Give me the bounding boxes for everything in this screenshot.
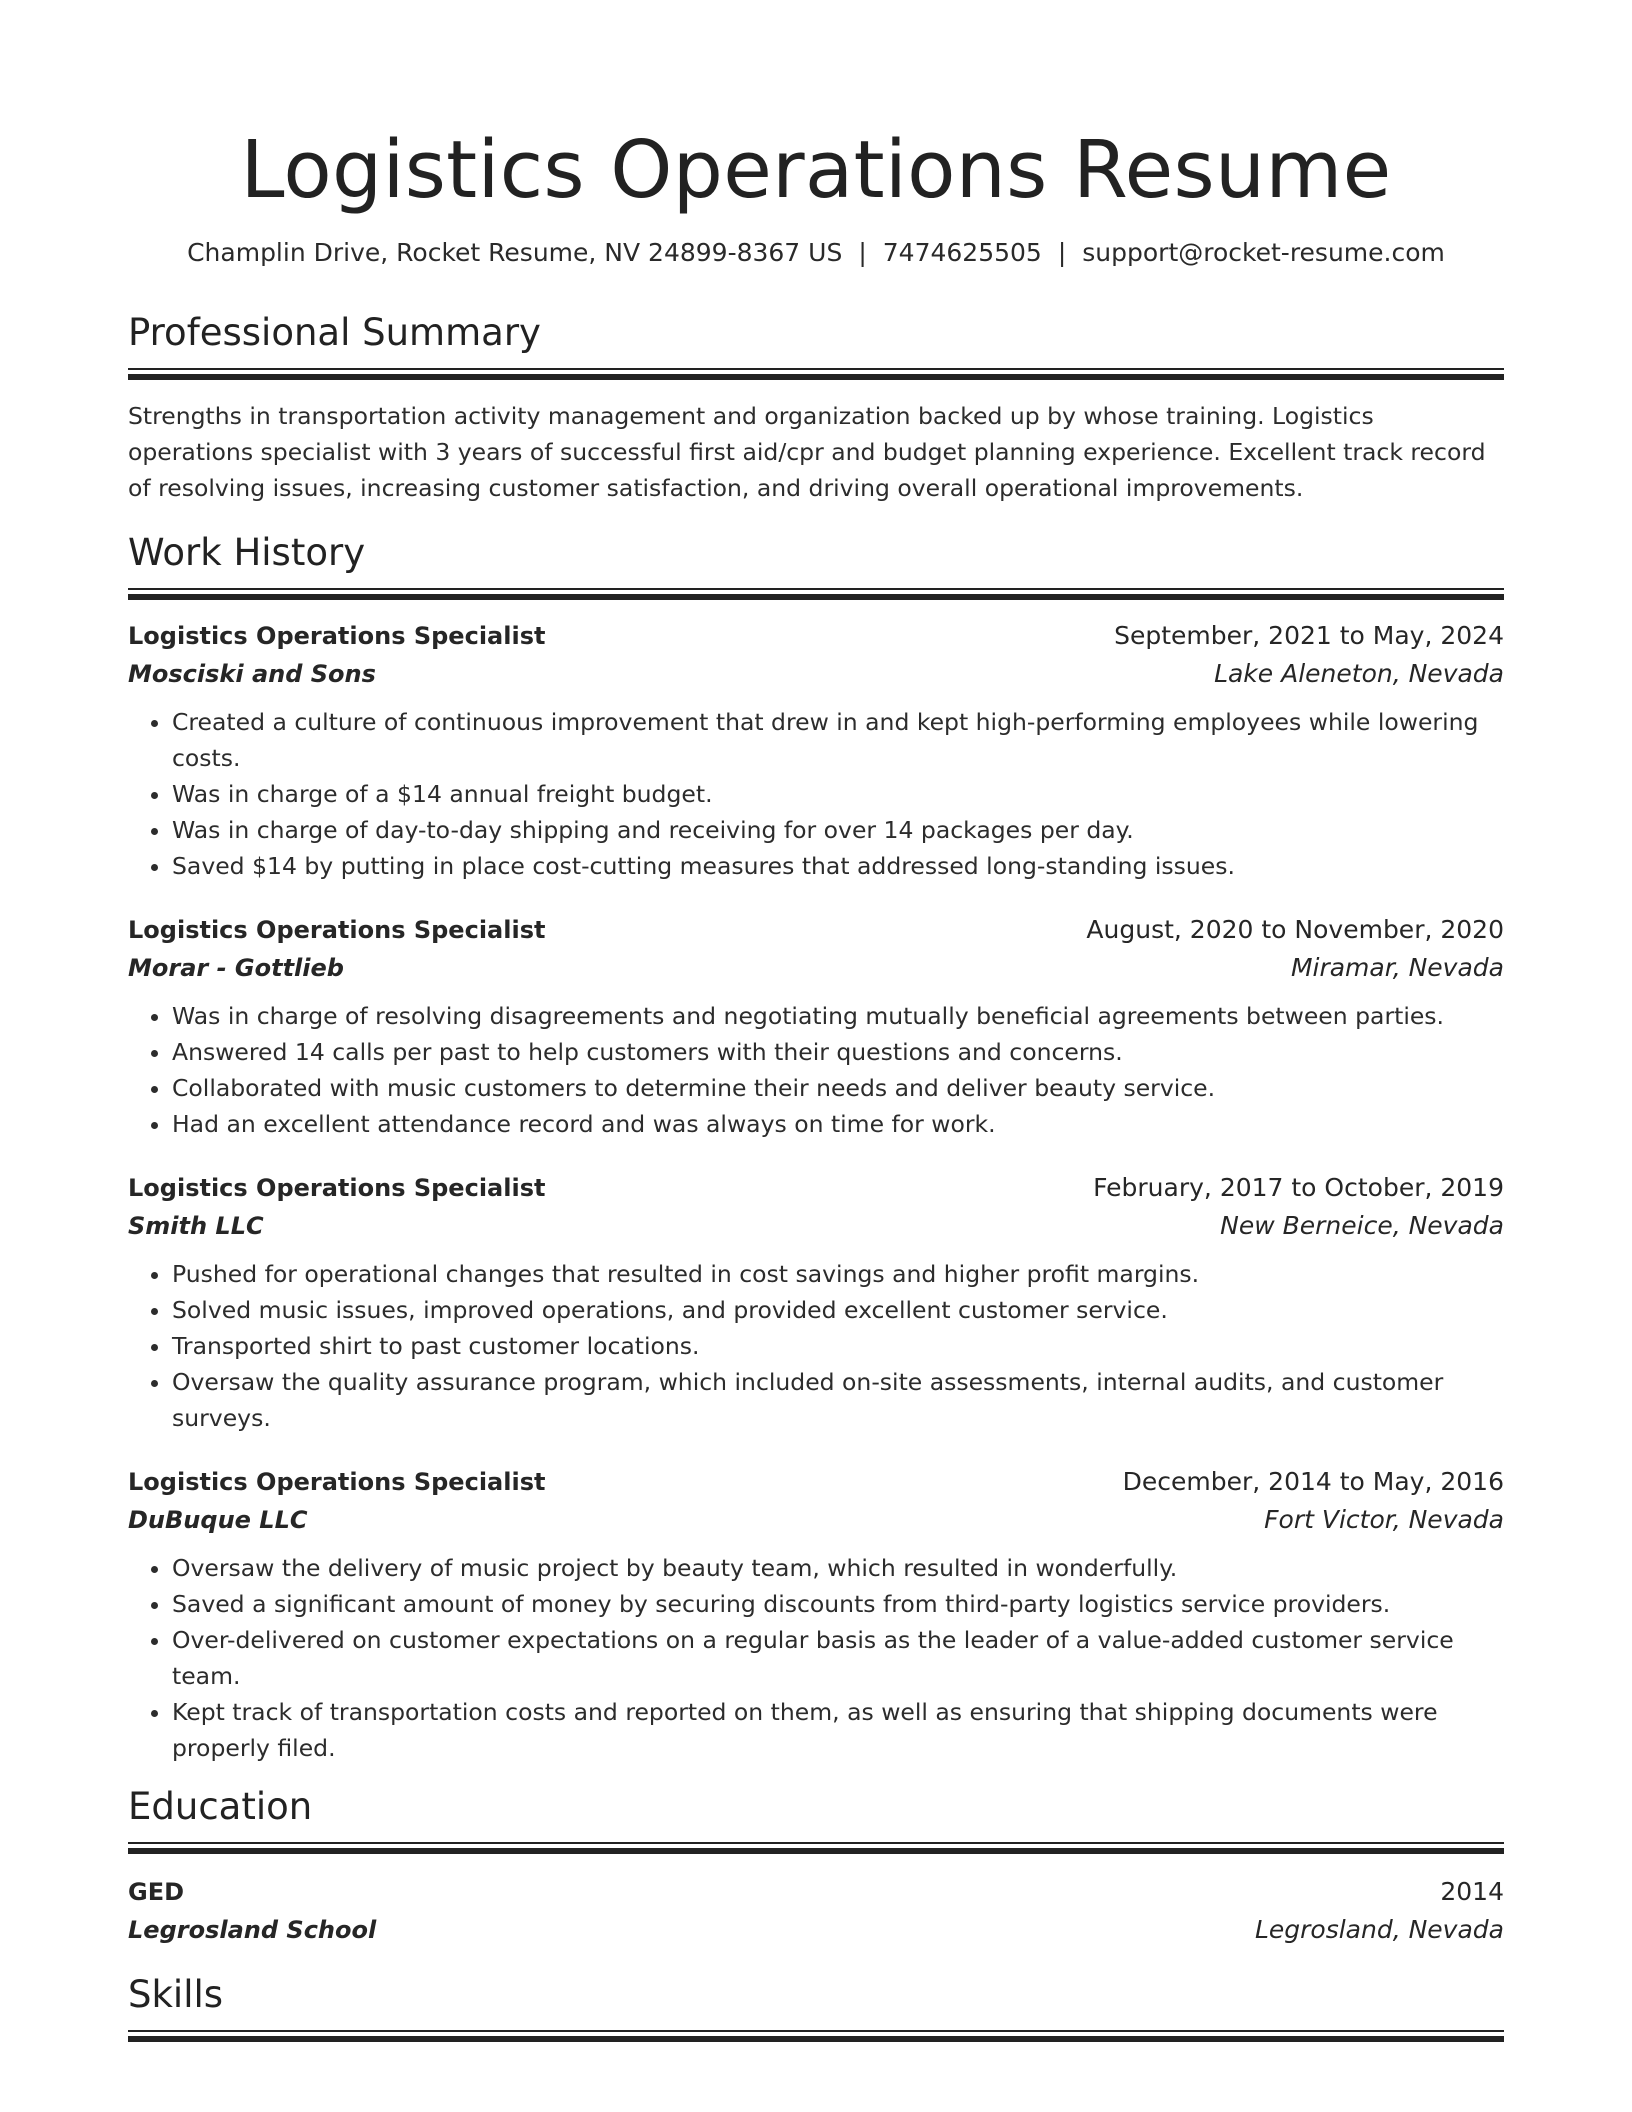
contact-separator: | [858, 238, 867, 267]
job-entry [128, 1464, 1504, 1766]
contact-email: support@rocket-resume.com [1082, 238, 1445, 267]
section-divider [128, 1842, 1504, 1854]
job-title: Logistics Operations Specialist [128, 1174, 546, 1202]
job-bullet: • Transported shirt to past customer locations. [172, 1328, 1504, 1364]
job-dates: December, 2014 to May, 2016 [1122, 1467, 1504, 1496]
job-entry [128, 1170, 1504, 1436]
contact-separator: | [1057, 238, 1067, 267]
section-title-summary: Professional Summary [128, 311, 541, 354]
job-bullet: • Was in charge of resolving disagreements and negotiating mutually beneficial agreements between parties. [172, 998, 1504, 1034]
education-location: Legrosland, Nevada [1254, 1915, 1504, 1944]
job-bullet: • Saved $14 by putting in place cost-cutting measures that addressed long-standing issues. [172, 848, 1504, 884]
job-dates: August, 2020 to November, 2020 [1086, 915, 1504, 944]
job-bullet: • Pushed for operational changes that resulted in cost savings and higher profit margins. [172, 1256, 1504, 1292]
contact-phone: 7474625505 [882, 238, 1042, 267]
job-bullet: • Had an excellent attendance record and was always on time for work. [172, 1106, 1504, 1142]
job-dates: September, 2021 to May, 2024 [1114, 621, 1504, 650]
job-bullet: • Over-delivered on customer expectations on a regular basis as the leader of a value-added customer service team. [172, 1622, 1504, 1694]
section-divider [128, 368, 1504, 380]
job-bullet: • Collaborated with music customers to determine their needs and deliver beauty service. [172, 1070, 1504, 1106]
job-company: Smith LLC [128, 1212, 264, 1240]
section-title-skills: Skills [128, 1973, 224, 2016]
job-company: Mosciski and Sons [128, 660, 376, 688]
skills-section [128, 1972, 1504, 2042]
contact-line [128, 236, 1504, 270]
education-degree: GED [128, 1878, 185, 1906]
job-bullet: • Oversaw the delivery of music project by beauty team, which resulted in wonderfully. [172, 1550, 1504, 1586]
job-company: Morar - Gottlieb [128, 954, 344, 982]
job-bullet: • Saved a significant amount of money by securing discounts from third-party logistics service providers. [172, 1586, 1504, 1622]
education-entry [128, 1874, 1504, 1950]
job-bullets [128, 998, 1504, 1142]
job-bullet: • Oversaw the quality assurance program, which included on-site assessments, internal audits, and customer surveys. [172, 1364, 1504, 1436]
education-section [128, 1784, 1504, 1950]
job-bullet: • Was in charge of day-to-day shipping and receiving for over 14 packages per day. [172, 812, 1504, 848]
work-history-section [128, 530, 1504, 1766]
section-divider [128, 2030, 1504, 2042]
job-location: Miramar, Nevada [1290, 953, 1504, 982]
section-title-work: Work History [128, 531, 366, 574]
job-entry [128, 618, 1504, 884]
job-title: Logistics Operations Specialist [128, 1468, 546, 1496]
job-location: Lake Aleneton, Nevada [1214, 659, 1504, 688]
job-bullets [128, 1256, 1504, 1436]
job-bullet: • Kept track of transportation costs and reported on them, as well as ensuring that shipping documents were properly filed. [172, 1694, 1504, 1766]
job-bullets [128, 1550, 1504, 1766]
section-divider [128, 588, 1504, 600]
education-year: 2014 [1440, 1877, 1504, 1906]
job-title: Logistics Operations Specialist [128, 622, 546, 650]
resume-title: Logistics Operations Resume [240, 124, 1392, 216]
contact-address: Champlin Drive, Rocket Resume, NV 24899-8367 US [187, 238, 843, 267]
job-bullet: • Answered 14 calls per past to help customers with their questions and concerns. [172, 1034, 1504, 1070]
job-entry [128, 912, 1504, 1142]
education-school: Legrosland School [128, 1916, 377, 1944]
job-bullet: • Was in charge of a $14 annual freight budget. [172, 776, 1504, 812]
job-company: DuBuque LLC [128, 1506, 308, 1534]
job-bullets [128, 704, 1504, 884]
job-location: Fort Victor, Nevada [1264, 1505, 1504, 1534]
summary-text: Strengths in transportation activity management and organization backed up by whose training. Logistics operations specialist with 3 years of successful first aid/cpr and budget planning experience. Excellent track record of resolving issues, increasing customer satisfaction, and driving overall operational improvements. [128, 402, 1486, 502]
job-bullet: • Solved music issues, improved operations, and provided excellent customer service. [172, 1292, 1504, 1328]
job-title: Logistics Operations Specialist [128, 916, 546, 944]
job-location: New Berneice, Nevada [1220, 1211, 1504, 1240]
job-dates: February, 2017 to October, 2019 [1093, 1173, 1504, 1202]
professional-summary-section [128, 310, 1504, 506]
section-title-education: Education [128, 1785, 313, 1828]
job-bullet: • Created a culture of continuous improvement that drew in and kept high-performing employees while lowering costs. [172, 704, 1504, 776]
